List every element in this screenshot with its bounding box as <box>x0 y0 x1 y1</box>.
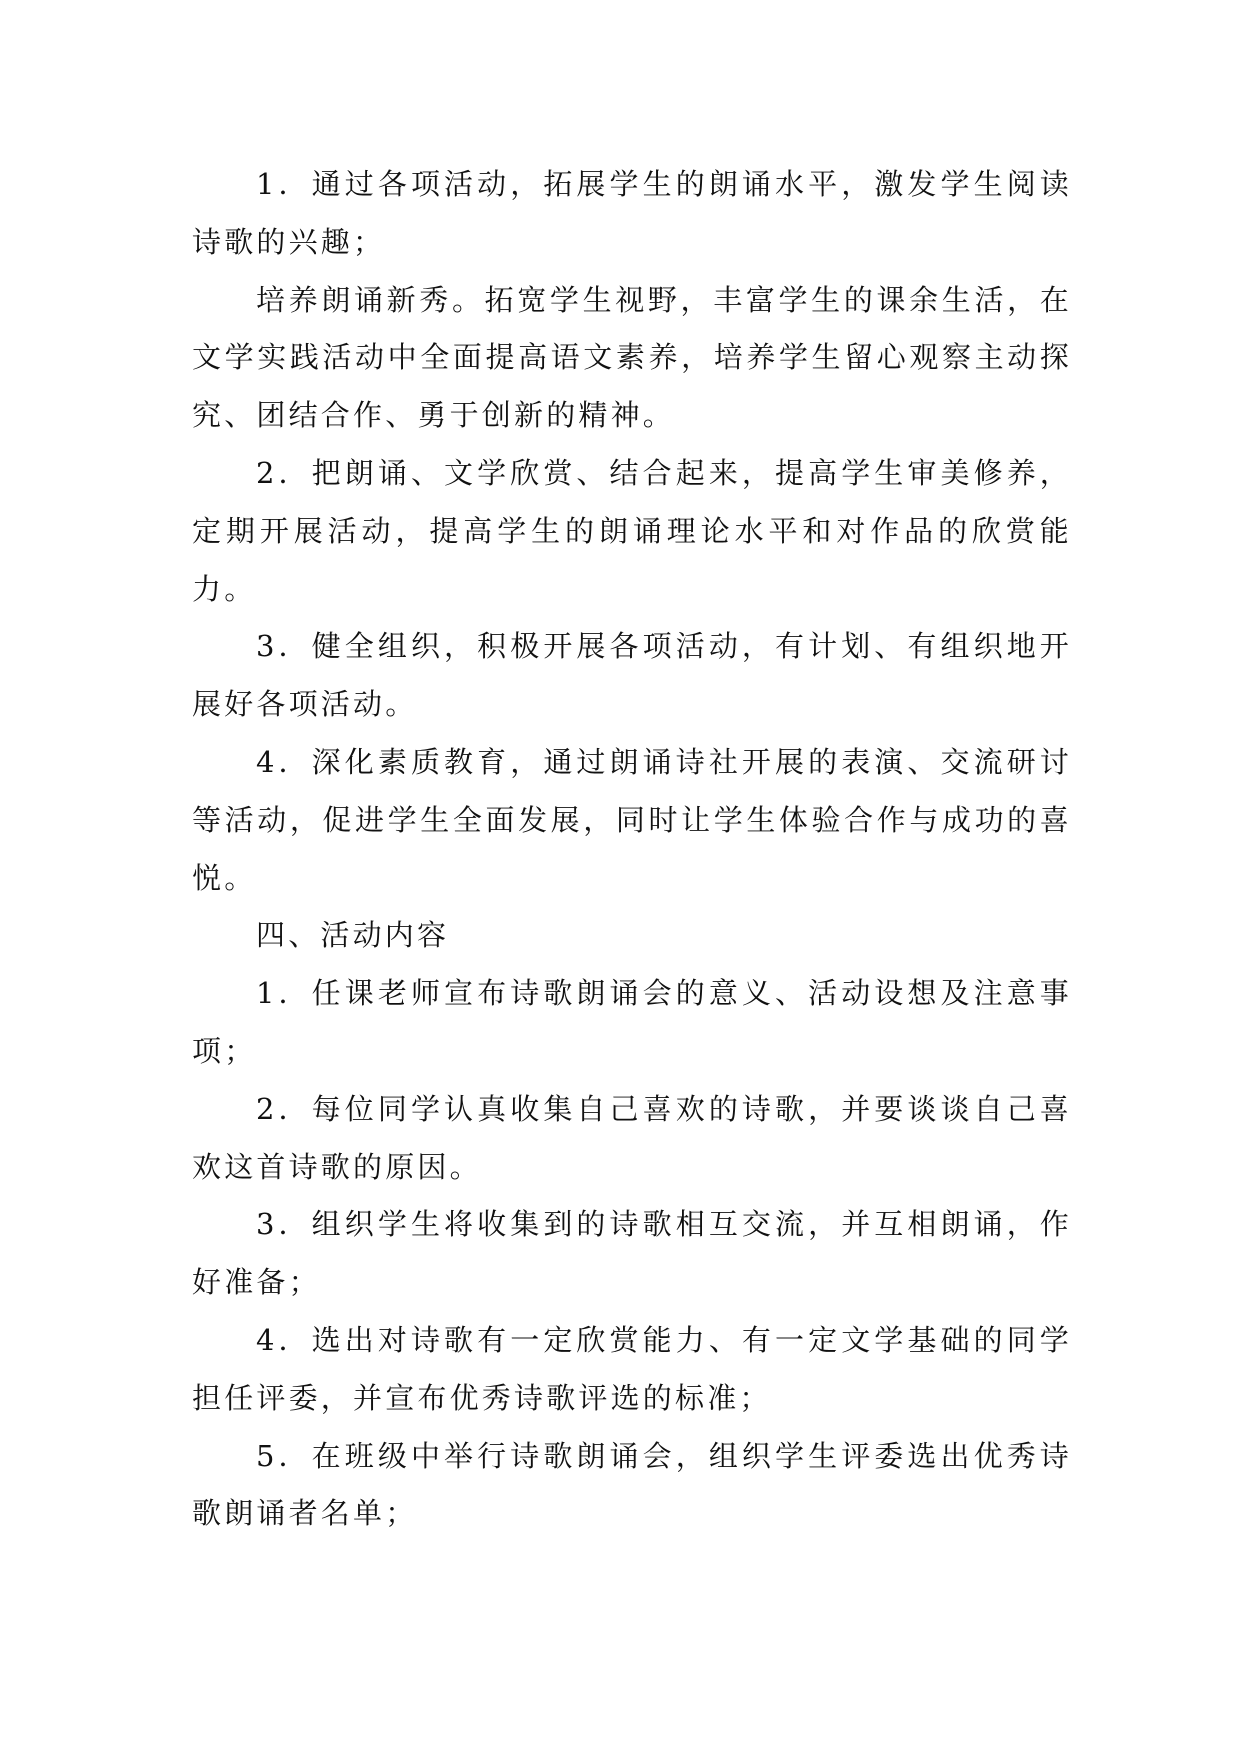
paragraph-goal-4: 4．深化素质教育，通过朗诵诗社开展的表演、交流研讨等活动，促进学生全面发展，同时让学生体验合作与成功的喜悦。 <box>192 744 1072 895</box>
document-body <box>192 156 1072 1543</box>
section-heading-activity-content: 四、活动内容 <box>256 918 450 953</box>
paragraph-activity-3: 3．组织学生将收集到的诗歌相互交流，并互相朗诵，作好准备； <box>192 1207 1072 1300</box>
paragraph-activity-1: 1．任课老师宣布诗歌朗诵会的意义、活动设想及注意事项； <box>192 976 1072 1068</box>
paragraph-activity-2: 2．每位同学认真收集自己喜欢的诗歌，并要谈谈自己喜欢这首诗歌的原因。 <box>192 1091 1072 1184</box>
paragraph-goal-3: 3．健全组织，积极开展各项活动，有计划、有组织地开展好各项活动。 <box>192 629 1072 722</box>
paragraph-goal-1: 1．通过各项活动，拓展学生的朗诵水平，激发学生阅读诗歌的兴趣； <box>192 167 1072 259</box>
paragraph-activity-5: 5．在班级中举行诗歌朗诵会，组织学生评委选出优秀诗歌朗诵者名单； <box>192 1438 1072 1531</box>
paragraph-goal-1-continued: 培养朗诵新秀。拓宽学生视野，丰富学生的课余生活，在文学实践活动中全面提高语文素养，培养学生留心观察主动探究、团结合作、勇于创新的精神。 <box>192 282 1072 433</box>
paragraph-activity-4: 4．选出对诗歌有一定欣赏能力、有一定文学基础的同学担任评委，并宣布优秀诗歌评选的标准； <box>192 1322 1072 1415</box>
paragraph-goal-2: 2．把朗诵、文学欣赏、结合起来，提高学生审美修养，定期开展活动，提高学生的朗诵理论水平和对作品的欣赏能力。 <box>192 455 1072 606</box>
